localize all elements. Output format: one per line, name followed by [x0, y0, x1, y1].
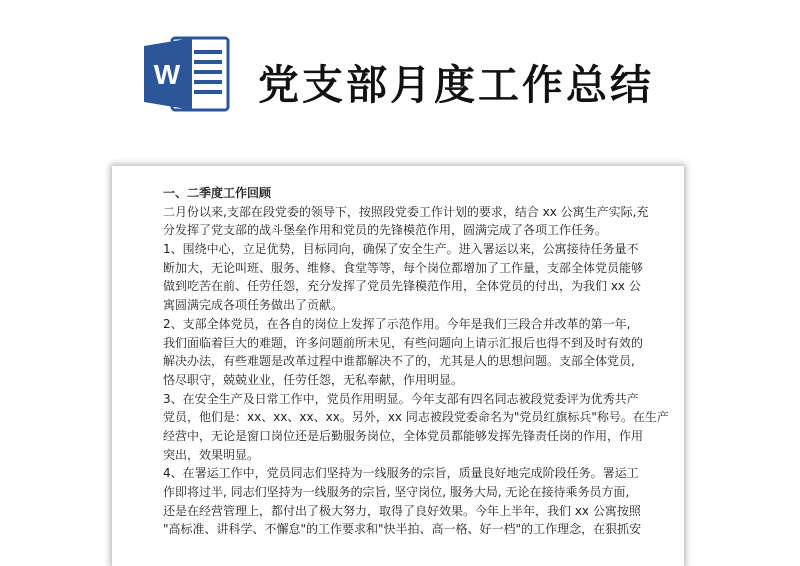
document-line: 我们面临着巨大的难题，许多问题前所未见，有些问题向上请示汇报后也得不到及时有效的 — [163, 335, 644, 350]
document-line: 3、在安全生产及日常工作中，党员作用明显。今年支部有四名同志被段党委评为优秀共产 — [163, 391, 639, 406]
document-line: 断加大，无论叫班、服务、维修、食堂等等，每个岗位都增加了工作量，支部全体党员能够 — [163, 260, 644, 275]
document-line: 4、在署运工作中，党员同志们坚持为一线服务的宗旨，质量良好地完成阶段任务。署运工 — [163, 466, 639, 481]
document-line: 解决办法，有些难题是改革过程中谁都解决不了的，尤其是人的思想问题。支部全体党员, — [163, 354, 635, 369]
document-line: 还是在经营管理上，都付出了极大努力，取得了良好效果。今年上半年，我们 xx 公寓按照 — [163, 503, 641, 518]
document-line: 寓圆满完成各项任务做出了贡献。 — [163, 298, 344, 313]
document-line: 1、围绕中心，立足优势，目标同向，确保了安全生产。进入署运以来，公寓接待任务量不 — [163, 242, 639, 257]
document-line: 突出，效果明显。 — [163, 447, 260, 462]
document-line: 恪尽职守，兢兢业业，任劳任怨，无私奉献，作用明显。 — [163, 372, 464, 387]
document-line: 分发挥了党支部的战斗堡垒作用和党员的先锋模范作用，圆满完成了各项工作任务。 — [163, 223, 608, 238]
document-line: 党员，他们是：xx、xx、xx、xx。另外，xx 同志被段党委命名为"党员红旗标兵"称号。在生产 — [163, 410, 669, 425]
document-page — [112, 166, 684, 566]
word-icon-letter: W — [153, 59, 181, 90]
word-document-icon — [142, 34, 230, 114]
section-heading: 一、二季度工作回顾 — [163, 186, 272, 200]
document-line: 二月份以来,支部在段党委的领导下，按照段党委工作计划的要求，结合 xx 公寓生产实际,充 — [163, 204, 649, 219]
document-line: 做到吃苦在前、任劳任怨，充分发挥了党员先锋模范作用，全体党员的付出，为我们 xx 公 — [163, 279, 641, 294]
document-line: 2、支部全体党员，在各自的岗位上发挥了示范作用。今年是我们三段合并改革的第一年, — [163, 316, 631, 331]
document-body — [163, 184, 669, 539]
document-line: 经营中，无论是窗口岗位还是后勤服务岗位，全体党员都能够发挥先锋责任岗的作用，作用 — [163, 428, 644, 443]
document-line: 作即将过半, 同志们坚持为一线服务的宗旨, 坚守岗位, 服务大局, 无论在接待乘务员方面, — [163, 485, 630, 499]
page-title: 党支部月度工作总结 — [258, 61, 654, 109]
document-line: "高标准、讲科学、不懈怠"的工作要求和"快半拍、高一格、好一档"的工作理念，在狠抓安 — [163, 522, 642, 537]
